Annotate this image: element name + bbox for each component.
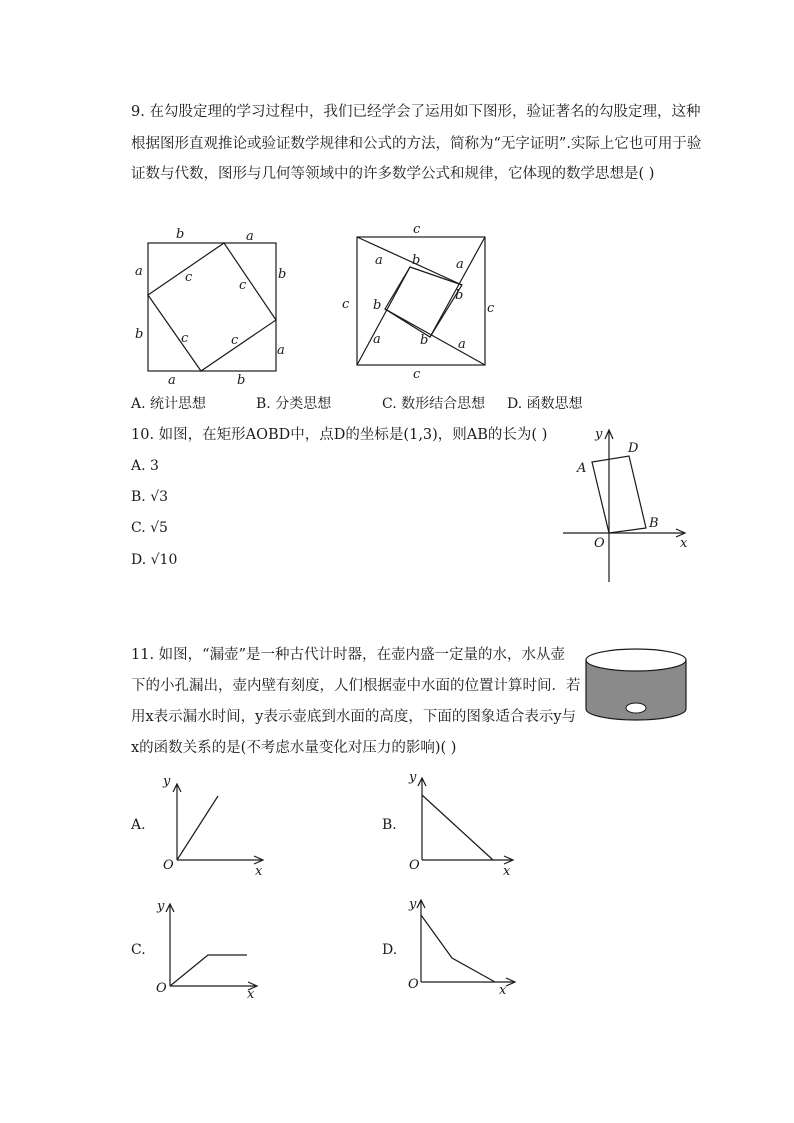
q9-option-a[interactable]: A. 统计思想 <box>131 396 207 412</box>
svg-text:a: a <box>246 229 254 244</box>
svg-text:b: b <box>420 333 429 348</box>
q9-line1: 9. 在勾股定理的学习过程中，我们已经学会了运用如下图形，验证著名的勾股定理，这种 <box>131 104 701 120</box>
q10-option-b[interactable]: B. √3 <box>131 489 169 505</box>
svg-text:c: c <box>413 222 421 237</box>
svg-text:b: b <box>455 288 464 303</box>
q9-line2: 根据图形直观推论或验证数学规律和公式的方法，简称为“无字证明”.实际上它也可用于验 <box>131 136 702 152</box>
svg-text:c: c <box>231 333 239 348</box>
svg-text:c: c <box>185 270 193 285</box>
svg-text:x: x <box>255 864 263 879</box>
svg-text:b: b <box>135 327 144 342</box>
svg-text:A: A <box>577 461 587 476</box>
svg-text:c: c <box>181 331 189 346</box>
q11-option-b[interactable]: B. <box>382 817 397 833</box>
svg-text:b: b <box>278 267 287 282</box>
q11-option-c[interactable]: C. <box>131 942 146 958</box>
svg-text:O: O <box>156 981 167 996</box>
svg-text:b: b <box>412 253 421 268</box>
svg-text:b: b <box>373 298 382 313</box>
svg-text:O: O <box>594 536 605 551</box>
svg-text:x: x <box>247 987 255 1002</box>
q10-option-c[interactable]: C. √5 <box>131 520 168 536</box>
svg-text:B: B <box>649 516 659 531</box>
q9-line3: 证数与代数，图形与几何等领域中的许多数学公式和规律，它体现的数学思想是( ) <box>131 166 655 182</box>
svg-text:c: c <box>413 367 421 382</box>
q11-line2: 下的小孔漏出，壶内壁有刻度，人们根据壶中水面的位置计算时间．若 <box>131 678 581 694</box>
svg-text:c: c <box>342 297 350 312</box>
q11-option-d[interactable]: D. <box>382 942 398 958</box>
svg-text:b: b <box>176 227 185 242</box>
q11-option-a[interactable]: A. <box>131 817 146 833</box>
svg-text:O: O <box>408 977 419 992</box>
svg-text:x: x <box>503 864 511 879</box>
q9-option-b[interactable]: B. 分类思想 <box>256 396 332 412</box>
svg-text:O: O <box>163 858 174 873</box>
svg-text:y: y <box>163 774 171 789</box>
svg-text:a: a <box>456 257 464 272</box>
svg-text:x: x <box>680 536 688 551</box>
svg-text:a: a <box>375 253 383 268</box>
svg-text:y: y <box>409 770 417 785</box>
svg-text:y: y <box>157 899 165 914</box>
svg-text:x: x <box>499 983 507 998</box>
svg-text:D: D <box>628 441 639 456</box>
q10-option-a[interactable]: A. 3 <box>131 458 159 474</box>
svg-text:c: c <box>487 301 495 316</box>
svg-text:O: O <box>409 858 420 873</box>
svg-text:c: c <box>239 278 247 293</box>
q11-line1: 11. 如图，“漏壶”是一种古代计时器，在壶内盛一定量的水，水从壶 <box>131 647 565 663</box>
svg-text:a: a <box>135 264 143 279</box>
q10-stem: 10. 如图，在矩形AOBD中，点D的坐标是(1,3)，则AB的长为( ) <box>131 427 548 443</box>
svg-text:a: a <box>168 373 176 388</box>
svg-text:a: a <box>373 332 381 347</box>
q9-option-d[interactable]: D. 函数思想 <box>507 396 583 412</box>
svg-text:a: a <box>458 337 466 352</box>
q11-line4: x的函数关系的是(不考虑水量变化对压力的影响)( ) <box>131 740 457 756</box>
svg-text:y: y <box>409 897 417 912</box>
svg-text:b: b <box>237 373 246 388</box>
q10-option-d[interactable]: D. √10 <box>131 552 178 568</box>
q11-line3: 用x表示漏水时间，y表示壶底到水面的高度，下面的图象适合表示y与 <box>131 709 577 725</box>
q9-option-c[interactable]: C. 数形结合思想 <box>382 396 486 412</box>
svg-text:a: a <box>277 343 285 358</box>
svg-text:y: y <box>595 427 603 442</box>
